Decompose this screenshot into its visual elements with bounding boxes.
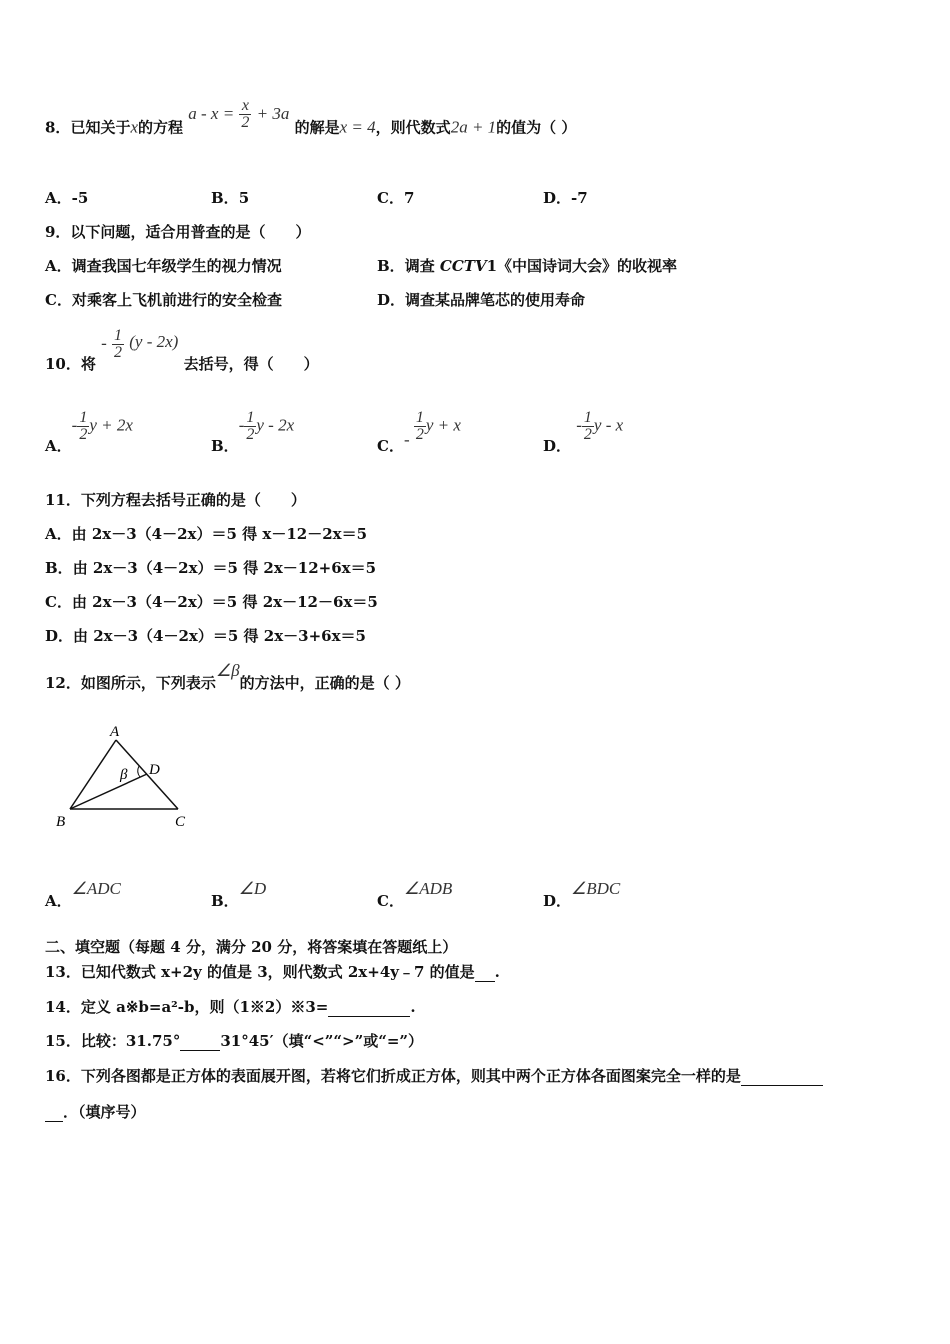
question-16 <box>45 1065 823 1086</box>
q12-pre: 12．如图所示，下列表示 <box>45 674 216 692</box>
q10-option-a[interactable] <box>45 409 133 455</box>
label-b: B <box>56 814 66 830</box>
option-frac-num: 1 <box>583 409 592 426</box>
option-frac-num: 1 <box>246 409 255 426</box>
option-text: 由 2x－3（4－2x）＝5 得 2x－12+6x＝5 <box>72 559 377 577</box>
option-sign: - <box>238 415 245 435</box>
option-frac-den: 2 <box>79 426 88 443</box>
q15-answer-blank[interactable] <box>180 1032 220 1051</box>
option-fraction <box>414 410 426 443</box>
question-8 <box>45 97 577 145</box>
q11-option-b[interactable] <box>45 557 376 578</box>
question-16-line2 <box>45 1101 146 1122</box>
angle-beta-arc <box>138 766 140 777</box>
option-label: A． <box>45 189 72 207</box>
q9-option-c[interactable] <box>45 289 282 310</box>
option-label: A． <box>45 257 72 275</box>
option-fraction <box>77 410 89 443</box>
q8-end: 的值为（ ） <box>496 118 577 137</box>
option-text: -5 <box>71 189 89 207</box>
question-14 <box>45 996 416 1017</box>
option-text: 7 <box>403 189 415 207</box>
option-frac-den: 2 <box>246 426 255 443</box>
q14-end: . <box>410 998 416 1016</box>
option-label: C． <box>45 291 72 309</box>
option-fraction <box>244 410 256 443</box>
q8-option-b[interactable] <box>211 187 249 208</box>
q8-mid: 的方程 <box>138 118 184 137</box>
q11-option-c[interactable] <box>45 591 378 612</box>
option-label: A． <box>45 436 72 455</box>
q16-answer-blank-cont[interactable] <box>45 1103 63 1122</box>
option-label: B． <box>45 559 73 577</box>
question-12 <box>45 661 410 693</box>
option-text: 5 <box>238 189 250 207</box>
option-text: 1《中国诗词大会》的收视率 <box>486 257 678 275</box>
option-frac-den: 2 <box>583 426 592 443</box>
option-label: A． <box>45 892 72 910</box>
option-text: 调查我国七年级学生的视力情况 <box>71 257 282 275</box>
option-text-italic: CCTV <box>439 257 487 275</box>
q12-option-d[interactable] <box>543 879 621 911</box>
option-label: C． <box>45 593 72 611</box>
q11-option-d[interactable] <box>45 625 366 646</box>
option-label: B． <box>377 257 405 275</box>
q10-neg: - <box>101 333 107 353</box>
option-frac-den: 2 <box>415 426 424 443</box>
option-label: B． <box>211 436 239 455</box>
q8-mid3: ，则代数式 <box>375 118 451 137</box>
option-fraction <box>582 410 594 443</box>
q8-frac-den: 2 <box>241 114 250 131</box>
option-text: 对乘客上飞机前进行的安全检查 <box>71 291 282 309</box>
triangle-figure <box>50 720 210 835</box>
option-text: -7 <box>571 189 588 207</box>
q8-solution: x = 4 <box>339 117 376 137</box>
q8-eq-right: + 3a <box>256 103 290 123</box>
q8-number: 8． <box>45 118 71 137</box>
option-label: C． <box>377 189 404 207</box>
label-d: D <box>149 762 160 778</box>
q11-option-a[interactable] <box>45 523 367 544</box>
question-15 <box>45 1030 423 1051</box>
q8-option-c[interactable] <box>377 187 414 208</box>
option-expression: y + x <box>425 415 461 435</box>
option-label: D． <box>543 892 572 910</box>
option-label: D． <box>377 291 406 309</box>
q10-number: 10．将 <box>45 354 96 373</box>
question-9-stem: 9．以下问题，适合用普查的是（ ） <box>45 223 311 241</box>
q15-text-end: 31°45′（填“<”“>”或“=”） <box>220 1032 424 1050</box>
option-text: 调查 <box>404 257 440 275</box>
q10-end: 去括号，得（ ） <box>183 354 319 373</box>
q9-option-b[interactable] <box>377 255 677 276</box>
option-expression: y - 2x <box>256 415 295 435</box>
label-beta: β <box>120 767 128 783</box>
q9-option-a[interactable] <box>45 255 282 276</box>
option-label: D． <box>543 436 572 455</box>
option-text: ∠BDC <box>571 879 621 898</box>
option-label: B． <box>211 189 239 207</box>
q10-frac-num: 1 <box>114 327 123 344</box>
option-expression: y + 2x <box>89 415 133 435</box>
option-label: D． <box>45 627 74 645</box>
question-11-stem: 11．下列方程去括号正确的是（ ） <box>45 491 306 509</box>
question-13 <box>45 961 500 982</box>
option-text: 调查某品牌笔芯的使用寿命 <box>405 291 586 309</box>
q13-end: . <box>494 963 500 981</box>
q10-option-d[interactable] <box>543 409 624 455</box>
option-text: 由 2x－3（4－2x）＝5 得 2x－12－6x＝5 <box>71 593 378 611</box>
q8-mid2: 的解是 <box>294 118 340 137</box>
q8-var-x: x <box>130 117 138 137</box>
q8-option-d[interactable] <box>543 187 588 208</box>
q12-end: 的方法中，正确的是（ ） <box>239 674 410 692</box>
q8-option-a[interactable] <box>45 187 88 208</box>
option-sign: - <box>71 415 78 435</box>
q16-answer-blank[interactable] <box>741 1067 823 1086</box>
option-text: ∠D <box>238 879 267 898</box>
q8-expression: 2a + 1 <box>450 117 497 137</box>
option-label: C． <box>377 436 404 455</box>
q9-option-d[interactable] <box>377 289 585 310</box>
option-text: 由 2x－3（4－2x）＝5 得 2x－3+6x＝5 <box>73 627 366 645</box>
section-2-heading: 二、填空题（每题 4 分，满分 20 分，将答案填在答题纸上） <box>45 938 458 956</box>
q12-option-a[interactable] <box>45 879 121 911</box>
option-frac-num: 1 <box>415 409 424 426</box>
q12-option-c[interactable] <box>377 879 453 911</box>
option-sign: - <box>576 415 582 435</box>
q16-text: 16．下列各图都是正方体的表面展开图，若将它们折成正方体，则其中两个正方体各面图案完全一样的是 <box>45 1067 741 1085</box>
label-c: C <box>175 814 186 830</box>
option-label: D． <box>543 189 572 207</box>
q14-text: 14．定义 a※b=a²-b，则（1※2）※3= <box>45 998 329 1016</box>
q13-text: 13．已知代数式 x+2y 的值是 3，则代数式 2x+4y﹣7 的值是 <box>45 963 475 981</box>
option-text: ∠ADB <box>403 879 453 898</box>
q12-option-b[interactable] <box>211 879 267 911</box>
q15-text: 15．比较：31.75° <box>45 1032 181 1050</box>
option-label: C． <box>377 892 404 910</box>
label-a: A <box>110 724 120 740</box>
option-frac-num: 1 <box>79 409 88 426</box>
option-sign: - <box>403 429 414 449</box>
option-label: B． <box>211 892 239 910</box>
q13-answer-blank[interactable] <box>475 963 495 982</box>
option-expression: y - x <box>593 415 624 435</box>
option-text: ∠ADC <box>71 879 121 898</box>
q10-option-c[interactable] <box>377 409 461 455</box>
option-text: 由 2x－3（4－2x）＝5 得 x－12－2x＝5 <box>71 525 368 543</box>
option-label: A． <box>45 525 72 543</box>
q8-fraction <box>239 98 251 131</box>
q12-angle: ∠β <box>215 661 240 680</box>
q10-frac-den: 2 <box>114 344 123 361</box>
q16-end: ．（填序号） <box>63 1103 146 1121</box>
question-10 <box>45 327 319 373</box>
q10-paren: (y - 2x) <box>129 331 179 351</box>
q10-option-b[interactable] <box>211 409 295 455</box>
q10-fraction <box>112 328 124 361</box>
q8-frac-num: x <box>239 98 251 115</box>
q14-answer-blank[interactable] <box>328 998 410 1017</box>
q8-eq-left: a - x = <box>188 103 235 123</box>
q8-pre: 已知关于 <box>70 118 131 137</box>
